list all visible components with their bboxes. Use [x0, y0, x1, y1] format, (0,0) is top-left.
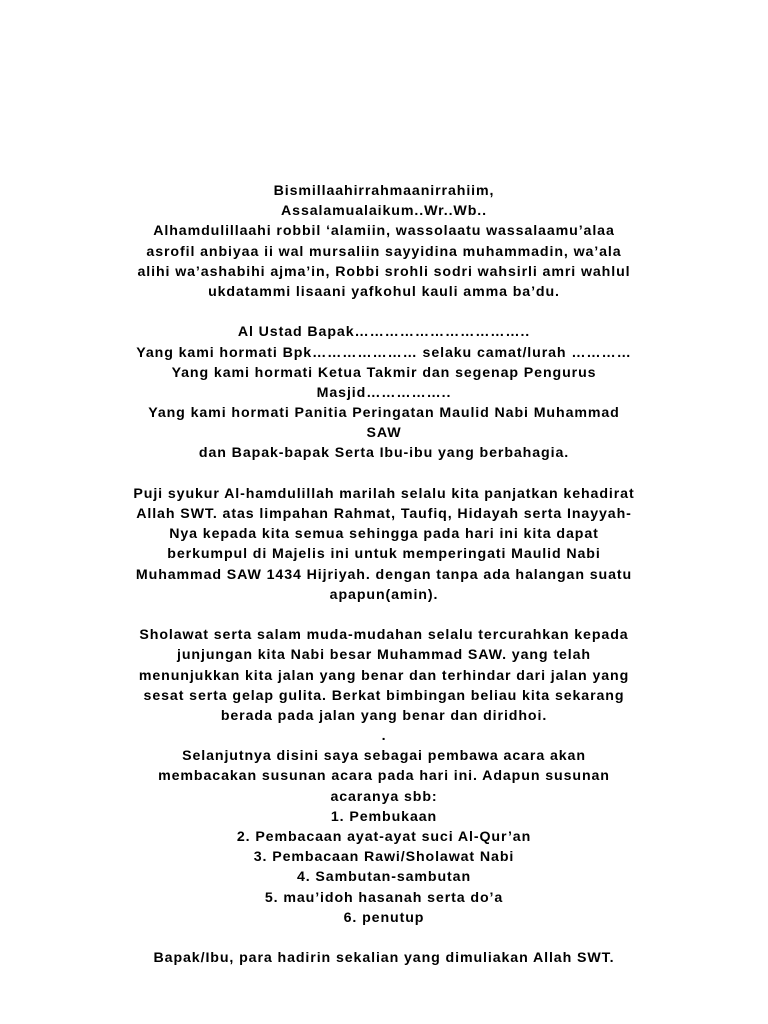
text-line: Bapak/Ibu, para hadirin sekalian yang dimuliakan Allah SWT. [153, 950, 615, 967]
greetings-paragraph [0, 322, 768, 463]
text-line: junjungan kita Nabi besar Muhammad SAW. yang telah [177, 647, 591, 664]
paragraph-gap [0, 464, 768, 484]
text-line: alihi wa’ashabihi ajma’in, Robbi srohli sodri wahsirli amri wahlul [137, 263, 631, 280]
text-line: Nya kepada kita semua sehingga pada hari ini kita dapat [169, 526, 599, 543]
text-line: Bismillaahirrahmaanirrahiim, [273, 183, 495, 199]
text-line: membacakan susunan acara pada hari ini. Adapun susunan [158, 768, 610, 785]
paragraph-gap [0, 302, 768, 322]
text-line: Yang kami hormati Bpk………………… selaku camat/lurah ………… [136, 344, 632, 361]
text-line: berkumpul di Majelis ini untuk memperingati Maulid Nabi [167, 546, 601, 563]
agenda-item: 2. Pembacaan ayat-ayat suci Al-Qur’an [236, 829, 532, 845]
praise-paragraph [0, 484, 768, 605]
text-line: . [381, 728, 387, 745]
agenda-intro-paragraph [0, 746, 768, 807]
text-line: Masjid…………….. [316, 384, 452, 401]
agenda-item: 6. penutup [343, 909, 425, 926]
text-line: ukdatammi lisaani yafkohul kauli amma ba’du. [208, 283, 560, 300]
agenda-list [0, 807, 768, 928]
text-line: SAW [366, 425, 402, 442]
text-line: Muhammad SAW 1434 Hijriyah. dengan tanpa ada halangan suatu [135, 566, 633, 583]
text-line: Sholawat serta salam muda-mudahan selalu tercurahkan kepada [139, 627, 629, 644]
text-line: dan Bapak-bapak Serta Ibu-ibu yang berbahagia. [198, 445, 570, 462]
agenda-item: 5. mau’idoh hasanah serta do’a [264, 889, 504, 906]
text-line: Yang kami hormati Ketua Takmir dan segenap Pengurus [171, 364, 597, 381]
text-line: Selanjutnya disini saya sebagai pembawa acara akan [182, 748, 586, 765]
text-line: Alhamdulillaahi robbil ‘alamiin, wassolaatu wassalaamu’alaa [153, 223, 615, 240]
text-line: Puji syukur Al-hamdulillah marilah selalu kita panjatkan kehadirat [133, 485, 635, 502]
text-line: Yang kami hormati Panitia Peringatan Maulid Nabi Muhammad [148, 405, 620, 422]
closing-paragraph [0, 948, 768, 968]
paragraph-gap [0, 605, 768, 625]
text-line: apapun(amin). [329, 586, 439, 603]
agenda-item: 3. Pembacaan Rawi/Sholawat Nabi [253, 849, 515, 866]
text-line: Assalamualaikum..Wr..Wb.. [281, 203, 487, 220]
text-line: Allah SWT. atas limpahan Rahmat, Taufiq, Hidayah serta Inayyah- [136, 506, 632, 522]
agenda-item: 4. Sambutan-sambutan [296, 869, 472, 886]
text-line: berada pada jalan yang benar dan diridhoi. [220, 707, 548, 724]
speech-text [0, 181, 768, 968]
text-line: acaranya sbb: [330, 788, 438, 805]
text-line: asrofil anbiyaa ii wal mursaliin sayyidina muhammadin, wa’ala [146, 243, 622, 260]
text-line: menunjukkan kita jalan yang benar dan terhindar dari jalan yang [138, 667, 630, 684]
paragraph-gap [0, 928, 768, 948]
sholawat-paragraph [0, 625, 768, 746]
text-line: Al Ustad Bapak…………………………….. [237, 324, 531, 341]
opening-paragraph [0, 181, 768, 302]
text-line: sesat serta gelap gulita. Berkat bimbingan beliau kita sekarang [143, 687, 625, 704]
agenda-item: 1. Pembukaan [330, 808, 438, 825]
